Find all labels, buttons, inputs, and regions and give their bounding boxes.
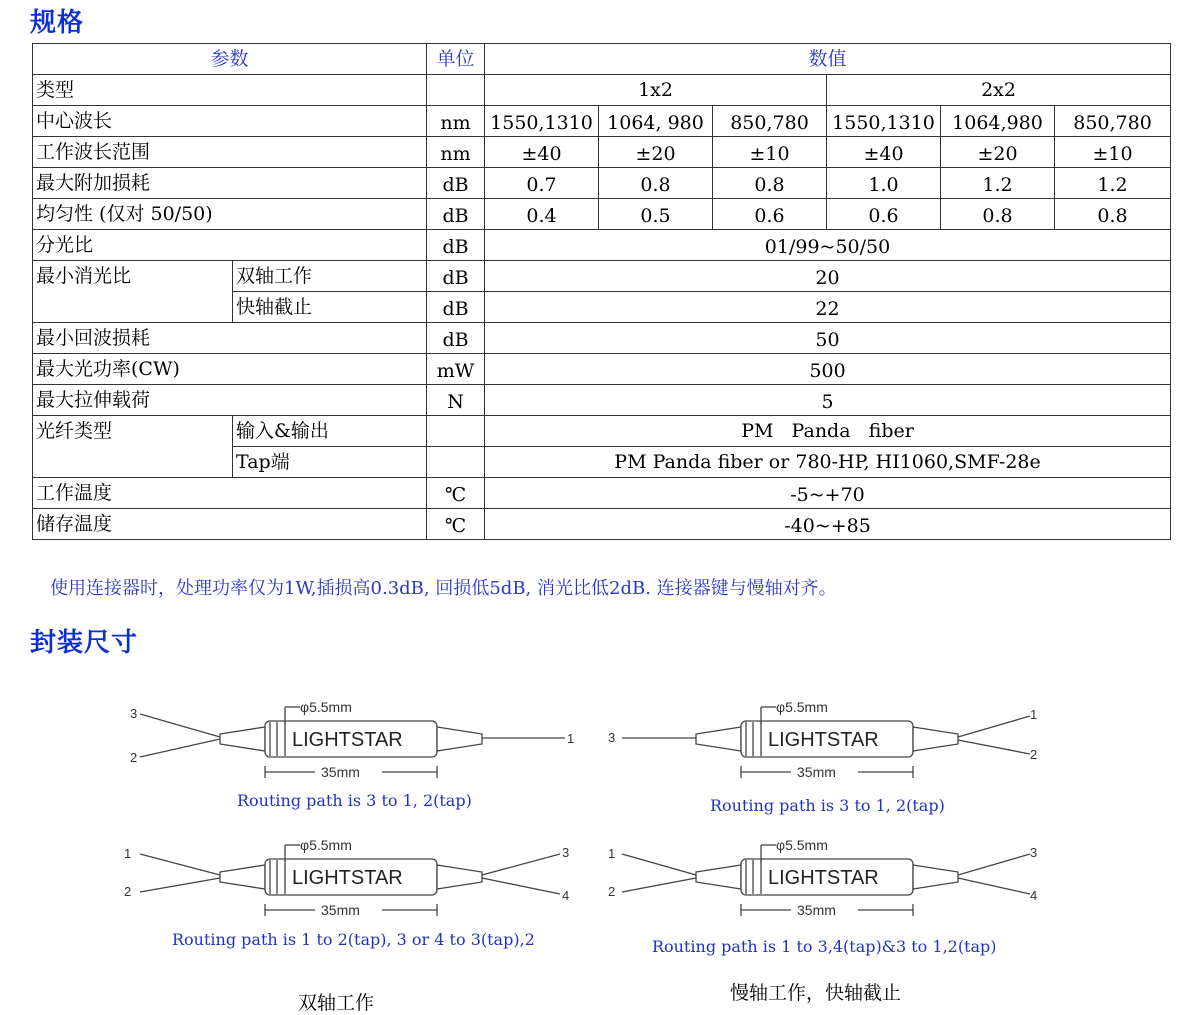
table-row [33,261,1171,292]
port-label: 1 [124,846,132,861]
brand-label: LIGHTSTAR [292,867,403,889]
sub-label: 双轴工作 [233,261,427,292]
row-label-tensile-load: 最大拉伸载荷 [33,385,427,416]
table-header-row [33,44,1171,75]
value-cell: 20 [485,261,1171,292]
port-label: 4 [562,888,570,903]
diameter-label: φ5.5mm [300,699,352,715]
value-cell: 0.8 [599,168,713,199]
table-row [33,75,1171,106]
length-label: 35mm [797,764,836,780]
value-cell: 1550,1310 [827,106,941,137]
header-value: 数值 [485,44,1171,75]
table-row [33,509,1171,540]
table-row [33,230,1171,261]
value-cell: 500 [485,354,1171,385]
table-row [33,168,1171,199]
table-row [33,323,1171,354]
port-label: 2 [130,750,138,765]
value-cell: 1064,980 [941,106,1055,137]
port-label: 2 [124,884,132,899]
row-label-return-loss: 最小回波损耗 [33,323,427,354]
value-cell: -40~+85 [485,509,1171,540]
value-cell: 22 [485,292,1171,323]
table-row [33,416,1171,447]
sub-label: 快轴截止 [233,292,427,323]
port-label: 2 [1030,747,1038,762]
port-label: 3 [562,845,570,860]
value-cell: ±20 [599,137,713,168]
value-cell: 1.2 [1055,168,1171,199]
port-label: 1 [1030,707,1038,722]
table-row [33,354,1171,385]
value-cell: PM Panda fiber [485,416,1171,447]
value-cell: 0.6 [827,199,941,230]
brand-label: LIGHTSTAR [768,867,879,889]
sub-label: Tap端 [233,447,427,478]
diagram-1x2-left [120,694,590,794]
unit-cell: dB [427,292,485,323]
spec-table [32,43,1171,540]
row-label-extinction: 最小消光比 [33,261,233,323]
length-label: 35mm [321,764,360,780]
routing-path-4: Routing path is 1 to 3,4(tap)&3 to 1,2(tap) [652,937,997,956]
unit-cell: mW [427,354,485,385]
value-cell: 1064, 980 [599,106,713,137]
unit-cell: dB [427,261,485,292]
group-1x2: 1x2 [485,75,827,106]
caption-slow-axis: 慢轴工作，快轴截止 [730,982,902,1004]
port-label: 3 [608,730,616,745]
value-cell: 1550,1310 [485,106,599,137]
value-cell: 850,780 [713,106,827,137]
port-label: 1 [567,731,575,746]
value-cell: 1.0 [827,168,941,199]
row-label-excess-loss: 最大附加损耗 [33,168,427,199]
value-cell: 0.7 [485,168,599,199]
spec-section-title: 规格 [30,8,85,38]
value-cell: 850,780 [1055,106,1171,137]
brand-label: LIGHTSTAR [768,729,879,751]
row-label-center-wavelength: 中心波长 [33,106,427,137]
group-2x2: 2x2 [827,75,1171,106]
value-cell: PM Panda fiber or 780-HP, HI1060,SMF-28e [485,447,1171,478]
row-label-split-ratio: 分光比 [33,230,427,261]
value-cell: ±40 [827,137,941,168]
diagram-2x2-left [120,832,590,932]
unit-cell [427,75,485,106]
value-cell: ±10 [1055,137,1171,168]
table-row [33,385,1171,416]
value-cell: 0.4 [485,199,599,230]
diameter-label: φ5.5mm [776,837,828,853]
table-row [33,137,1171,168]
routing-path-2: Routing path is 3 to 1, 2(tap) [710,796,945,815]
unit-cell: nm [427,106,485,137]
value-cell: 1.2 [941,168,1055,199]
brand-label: LIGHTSTAR [292,729,403,751]
value-cell: -5~+70 [485,478,1171,509]
sub-label: 输入&输出 [233,416,427,447]
row-label-uniformity: 均匀性 (仅对 50/50) [33,199,427,230]
row-label-storage-temp: 储存温度 [33,509,427,540]
row-label-fiber-type: 光纤类型 [33,416,233,478]
unit-cell: dB [427,199,485,230]
table-row [33,199,1171,230]
caption-dual-axis: 双轴工作 [298,992,375,1014]
table-row [33,106,1171,137]
header-unit: 单位 [427,44,485,75]
value-cell: 0.8 [941,199,1055,230]
value-cell: 50 [485,323,1171,354]
row-label-type: 类型 [33,75,427,106]
value-cell: 0.8 [1055,199,1171,230]
unit-cell: nm [427,137,485,168]
port-label: 2 [608,884,616,899]
unit-cell: ℃ [427,478,485,509]
value-cell: 5 [485,385,1171,416]
routing-path-1: Routing path is 3 to 1, 2(tap) [237,791,472,810]
value-cell: ±40 [485,137,599,168]
length-label: 35mm [321,902,360,918]
header-param: 参数 [33,44,427,75]
length-label: 35mm [797,902,836,918]
unit-cell: dB [427,168,485,199]
unit-cell: ℃ [427,509,485,540]
table-row [33,478,1171,509]
row-label-max-power: 最大光功率(CW) [33,354,427,385]
routing-path-3: Routing path is 1 to 2(tap), 3 or 4 to 3(tap),2 [172,930,535,949]
diameter-label: φ5.5mm [300,837,352,853]
unit-cell: dB [427,323,485,354]
diameter-label: φ5.5mm [776,699,828,715]
port-label: 4 [1030,888,1038,903]
value-cell: ±20 [941,137,1055,168]
unit-cell [427,447,485,478]
package-section-title: 封装尺寸 [30,628,139,658]
unit-cell: dB [427,230,485,261]
diagram-1x2-right [600,694,1070,794]
port-label: 3 [130,706,138,721]
unit-cell [427,416,485,447]
value-cell: 0.5 [599,199,713,230]
value-cell: 0.8 [713,168,827,199]
unit-cell: N [427,385,485,416]
value-cell: 01/99~50/50 [485,230,1171,261]
connector-note: 使用连接器时，处理功率仅为1W,插损高0.3dB, 回损低5dB, 消光比低2dB. 连接器键与慢轴对齐。 [50,578,837,599]
port-label: 1 [608,846,616,861]
value-cell: 0.6 [713,199,827,230]
row-label-operating-temp: 工作温度 [33,478,427,509]
port-label: 3 [1030,845,1038,860]
value-cell: ±10 [713,137,827,168]
row-label-wavelength-range: 工作波长范围 [33,137,427,168]
diagram-2x2-right [600,832,1070,932]
